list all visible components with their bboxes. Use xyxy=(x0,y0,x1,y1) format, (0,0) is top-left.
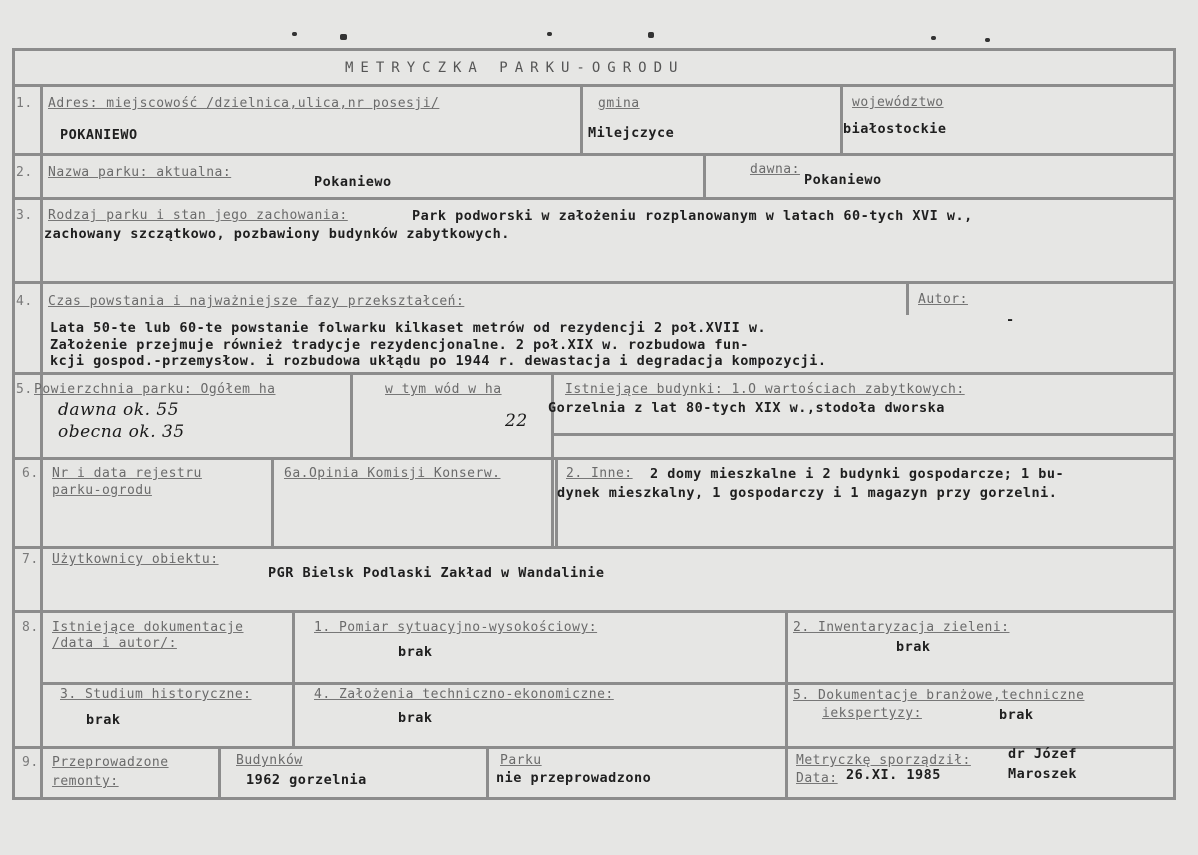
divider xyxy=(12,197,1176,200)
address-value: POKANIEWO xyxy=(60,127,138,143)
divider xyxy=(12,610,1176,613)
area-current-handwritten: obecna ok. 35 xyxy=(58,422,185,442)
ink-speck xyxy=(985,38,990,42)
greenery-inventory-value: brak xyxy=(896,639,931,655)
divider xyxy=(271,459,274,547)
documentation-label-2: /data i autor/: xyxy=(52,636,177,651)
history-line-2: Założenie przejmuje również tradycje rezydencjonalne. 2 poł.XIX w. rozbudowa fun- xyxy=(50,337,749,353)
divider xyxy=(840,86,843,154)
history-line-1: Lata 50-te lub 60-te powstanie folwarku kilkaset metrów od rezydencji 2 poł.XVII w. xyxy=(50,320,767,336)
ink-speck xyxy=(292,32,297,36)
divider xyxy=(12,372,1176,375)
survey-value: brak xyxy=(398,644,433,660)
divider xyxy=(12,457,1176,460)
buildings-renovation-value: 1962 gorzelnia xyxy=(246,772,367,788)
area-former-handwritten: dawna ok. 55 xyxy=(58,400,180,420)
history-line-3: kcji gospod.-przemysłow. i rozbudowa ukłądu po 1944 r. dewastacja i degradacja kompozycji. xyxy=(50,353,827,369)
divider xyxy=(218,748,221,798)
users-value: PGR Bielsk Podlaski Zakład w Wandalinie xyxy=(268,565,605,581)
date-value: 26.XI. 1985 xyxy=(846,767,941,783)
other-buildings-line-1: 2 domy mieszkalne i 2 budynki gospodarcze; 1 bu- xyxy=(650,466,1065,482)
voivodeship-label: województwo xyxy=(852,95,944,110)
divider xyxy=(555,459,558,547)
divider xyxy=(42,682,1175,685)
opinion-label: 6a.Opinia Komisji Konserw. xyxy=(284,466,501,481)
park-renovation-value: nie przeprowadzono xyxy=(496,770,652,786)
park-name-old-value: Pokaniewo xyxy=(804,172,882,188)
registry-label-2: parku-ogrodu xyxy=(52,483,152,498)
park-type-line-1: Park podworski w założeniu rozplanowanym w latach 60-tych XVI w., xyxy=(412,208,973,224)
historical-study-value: brak xyxy=(86,712,121,728)
form-title: METRYCZKA PARKU-OGRODU xyxy=(345,60,685,76)
industry-docs-label-1: 5. Dokumentacje branżowe,techniczne xyxy=(793,688,1085,703)
divider xyxy=(906,283,909,315)
author-label: Autor: xyxy=(918,292,968,307)
users-label: Użytkownicy obiektu: xyxy=(52,552,219,567)
divider xyxy=(12,84,1176,87)
history-label: Czas powstania i najważniejsze fazy przekształceń: xyxy=(48,294,465,309)
divider xyxy=(785,612,788,747)
author-value: - xyxy=(1006,312,1015,328)
renovations-label-2: remonty: xyxy=(52,774,119,789)
prepared-by-label: Metryczkę sporządził: xyxy=(796,753,971,768)
ink-speck xyxy=(931,36,936,40)
row-number: 9. xyxy=(22,755,39,770)
divider xyxy=(703,155,706,198)
divider xyxy=(580,86,583,154)
divider xyxy=(292,612,295,747)
voivodeship-value: białostockie xyxy=(843,121,947,137)
documentation-label-1: Istniejące dokumentacje xyxy=(52,620,244,635)
other-buildings-line-2: dynek mieszkalny, 1 gospodarczy i 1 magazyn przy gorzelni. xyxy=(557,485,1058,501)
row-number: 5. xyxy=(16,382,33,397)
divider xyxy=(553,433,1175,436)
divider xyxy=(12,546,1176,549)
date-label: Data: xyxy=(796,771,838,786)
industry-docs-label-2: iekspertyzy: xyxy=(822,706,922,721)
existing-buildings-label: Istniejące budynki: 1.O wartościach zabytkowych: xyxy=(565,382,965,397)
number-column-divider xyxy=(40,86,43,798)
gmina-label: gmina xyxy=(598,96,640,111)
divider xyxy=(486,748,489,798)
historical-study-label: 3. Studium historyczne: xyxy=(60,687,252,702)
area-label: Powierzchnia parku: Ogółem ha xyxy=(34,382,276,397)
park-name-old-label: dawna: xyxy=(750,162,800,177)
row-number: 3. xyxy=(16,208,33,223)
buildings-renovation-label: Budynków xyxy=(236,753,303,768)
row-number: 1. xyxy=(16,96,33,111)
industry-docs-value: brak xyxy=(999,707,1034,723)
park-type-label: Rodzaj parku i stan jego zachowania: xyxy=(48,208,348,223)
ink-speck xyxy=(340,34,347,40)
divider xyxy=(12,746,1176,749)
techno-economic-label: 4. Założenia techniczno-ekonomiczne: xyxy=(314,687,614,702)
gmina-value: Milejczyce xyxy=(588,125,675,141)
row-number: 2. xyxy=(16,165,33,180)
prepared-by-name-2: Maroszek xyxy=(1008,766,1078,782)
park-name-label: Nazwa parku: aktualna: xyxy=(48,165,232,180)
prepared-by-name-1: dr Józef xyxy=(1008,746,1078,762)
ink-speck xyxy=(547,32,552,36)
row-number: 8. xyxy=(22,620,39,635)
row-number: 4. xyxy=(16,294,33,309)
address-label: Adres: miejscowość /dzielnica,ulica,nr posesji/ xyxy=(48,96,440,111)
survey-label: 1. Pomiar sytuacyjno-wysokościowy: xyxy=(314,620,598,635)
renovations-label-1: Przeprowadzone xyxy=(52,755,169,770)
existing-buildings-value: Gorzelnia z lat 80-tych XIX w.,stodoła dworska xyxy=(548,400,945,416)
techno-economic-value: brak xyxy=(398,710,433,726)
registry-label-1: Nr i data rejestru xyxy=(52,466,202,481)
divider xyxy=(785,748,788,798)
divider xyxy=(12,281,1176,284)
divider xyxy=(12,153,1176,156)
ink-speck xyxy=(648,32,654,38)
water-area-label: w tym wód w ha xyxy=(385,382,502,397)
divider xyxy=(350,374,353,458)
water-area-value: 22 xyxy=(505,411,528,431)
greenery-inventory-label: 2. Inwentaryzacja zieleni: xyxy=(793,620,1010,635)
park-type-line-2: zachowany szczątkowo, pozbawiony budynków zabytkowych. xyxy=(44,226,510,242)
other-buildings-label: 2. Inne: xyxy=(566,466,633,481)
row-number: 6. xyxy=(22,466,39,481)
park-renovation-label: Parku xyxy=(500,753,542,768)
row-number: 7. xyxy=(22,552,39,567)
park-name-current: Pokaniewo xyxy=(314,174,392,190)
